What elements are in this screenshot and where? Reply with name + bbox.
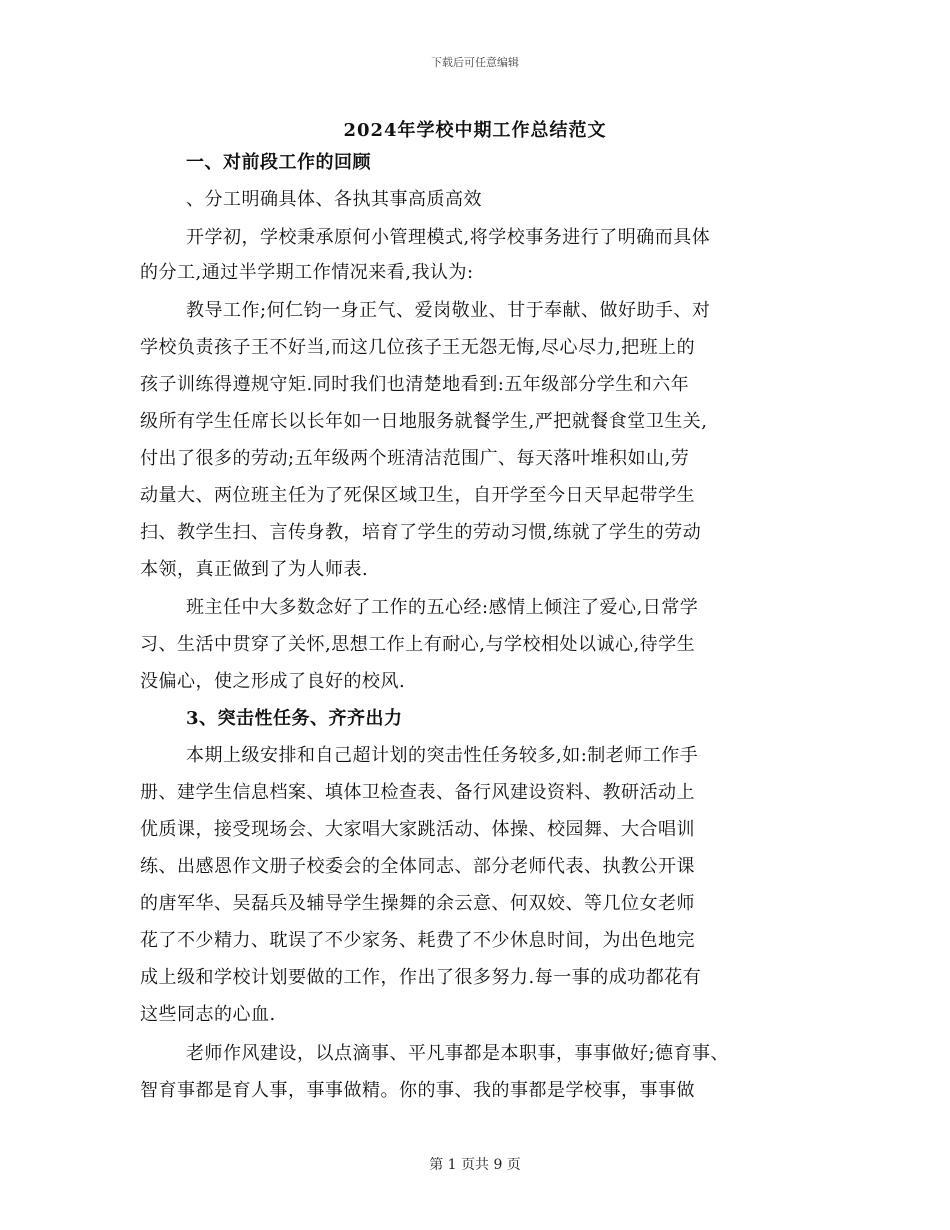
paragraph-line: 册、建学生信息档案、填体卫检查表、备行风建设资料、教研活动上 <box>140 782 695 803</box>
paragraph-line: 练、出感恩作文册子校委会的全体同志、部分老师代表、执教公开课 <box>140 856 695 877</box>
paragraph-line: 优质课，接受现场会、大家唱大家跳活动、体操、校园舞、大合唱训 <box>140 819 695 840</box>
paragraph-line: 开学初，学校秉承原何小管理模式,将学校事务进行了明确而具体 <box>186 227 711 248</box>
paragraph-line: 学校负责孩子王不好当,而这几位孩子王无怨无悔,尽心尽力,把班上的 <box>140 337 696 358</box>
paragraph-line: 这些同志的心血. <box>140 1004 276 1025</box>
paragraph-line: 花了不少精力、耽误了不少家务、耗费了不少休息时间，为出色地完 <box>140 930 695 951</box>
paragraph-line: 教导工作;何仁钧一身正气、爱岗敬业、甘于奉献、做好助手、对 <box>186 300 711 321</box>
subheading-division-of-work: 、分工明确具体、各执其事高质高效 <box>186 189 482 210</box>
document-title: 2024年学校中期工作总结范文 <box>343 120 607 141</box>
paragraph-line: 成上级和学校计划要做的工作，作出了很多努力.每一事的成功都花有 <box>140 967 702 988</box>
paragraph-line: 本期上级安排和自己超计划的突击性任务较多,如:制老师工作手 <box>186 745 699 766</box>
paragraph-line: 的唐军华、吴磊兵及辅导学生操舞的余云意、何双姣、等几位女老师 <box>140 893 695 914</box>
paragraph-line: 级所有学生任席长以长年如一日地服务就餐学生,严把就餐食堂卫生关, <box>140 411 708 432</box>
paragraph-line: 付出了很多的劳动;五年级两个班清洁范围广、每天落叶堆积如山,劳 <box>140 448 690 469</box>
paragraph-line: 孩子训练得遵规守矩.同时我们也清楚地看到:五年级部分学生和六年 <box>140 374 690 395</box>
paragraph-line: 习、生活中贯穿了关怀,思想工作上有耐心,与学校相处以诚心,待学生 <box>140 634 696 655</box>
paragraph-line: 智育事都是育人事，事事做精。你的事、我的事都是学校事，事事做 <box>140 1080 695 1101</box>
paragraph-line: 没偏心，使之形成了良好的校风. <box>140 671 406 692</box>
paragraph-line: 老师作风建设，以点滴事、平凡事都是本职事，事事做好;德育事、 <box>186 1043 730 1064</box>
paragraph-line: 班主任中大多数念好了工作的五心经:感情上倾注了爱心,日常学 <box>186 597 699 618</box>
paragraph-line: 动量大、两位班主任为了死保区域卫生，自开学至今日天早起带学生 <box>140 485 695 506</box>
subheading-urgent-tasks: 3、突击性任务、齐齐出力 <box>186 708 403 729</box>
page-header-note: 下载后可任意编辑 <box>431 56 519 69</box>
paragraph-line: 本领，真正做到了为人师表. <box>140 559 369 580</box>
page-number-footer: 第 1 页共 9 页 <box>429 1157 521 1173</box>
section-heading-review: 一、对前段工作的回顾 <box>186 152 371 173</box>
paragraph-line: 的分工,通过半学期工作情况来看,我认为: <box>140 262 474 283</box>
paragraph-line: 扫、教学生扫、言传身教，培育了学生的劳动习惯,练就了学生的劳动 <box>140 522 702 543</box>
